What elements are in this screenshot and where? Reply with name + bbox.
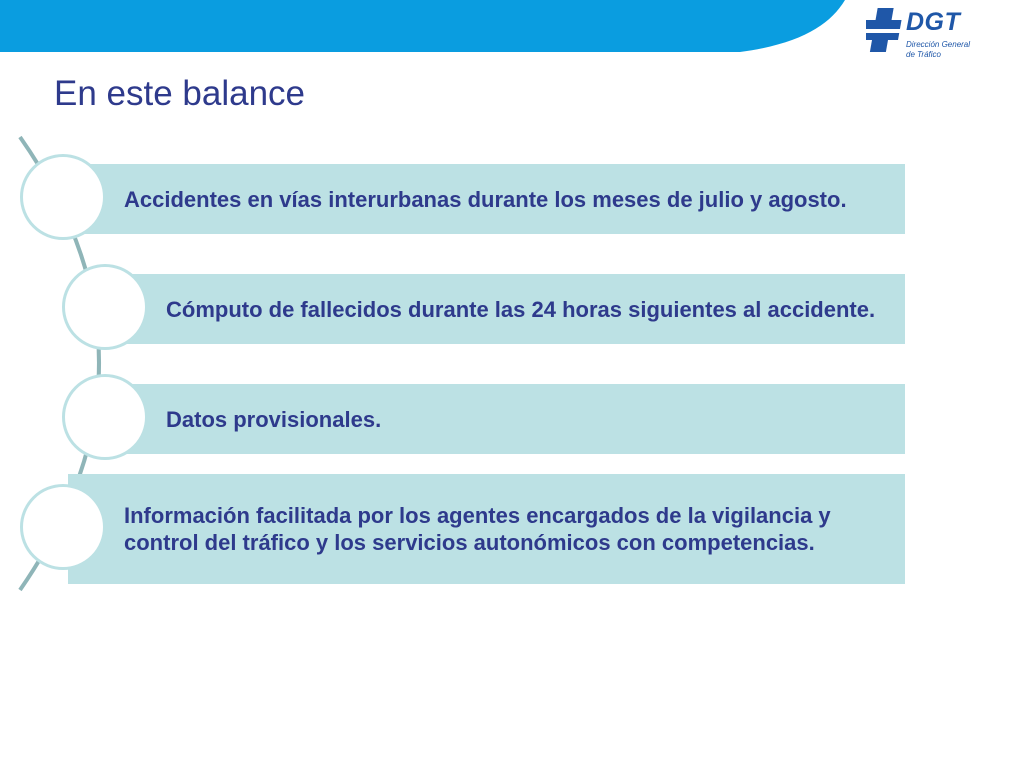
logo-name: DGT: [906, 8, 961, 36]
list-item-text: Datos provisionales.: [166, 406, 382, 432]
bullet-circle: [62, 374, 148, 460]
bullet-circle: [20, 154, 106, 240]
dgt-logo: [866, 6, 986, 62]
logo-subtitle-line1: Dirección General: [906, 40, 971, 49]
dgt-emblem-icon: [866, 6, 906, 54]
list-item: [110, 274, 905, 344]
list-item: [68, 164, 905, 234]
list-item-text: Accidentes en vías interurbanas durante los meses de julio y agosto.: [124, 186, 847, 212]
list-item: [110, 384, 905, 454]
bullet-circle: [20, 484, 106, 570]
list-item-text: Información facilitada por los agentes encargados de la vigilancia y control del tráfico y los servicios autonómicos con competencias.: [124, 503, 831, 555]
logo-subtitle-line2: de Tráfico: [906, 50, 941, 59]
list-item: [68, 474, 905, 584]
list-item-text: Cómputo de fallecidos durante las 24 horas siguientes al accidente.: [166, 296, 876, 322]
bullet-circle: [62, 264, 148, 350]
page-title: En este balance: [54, 74, 306, 113]
